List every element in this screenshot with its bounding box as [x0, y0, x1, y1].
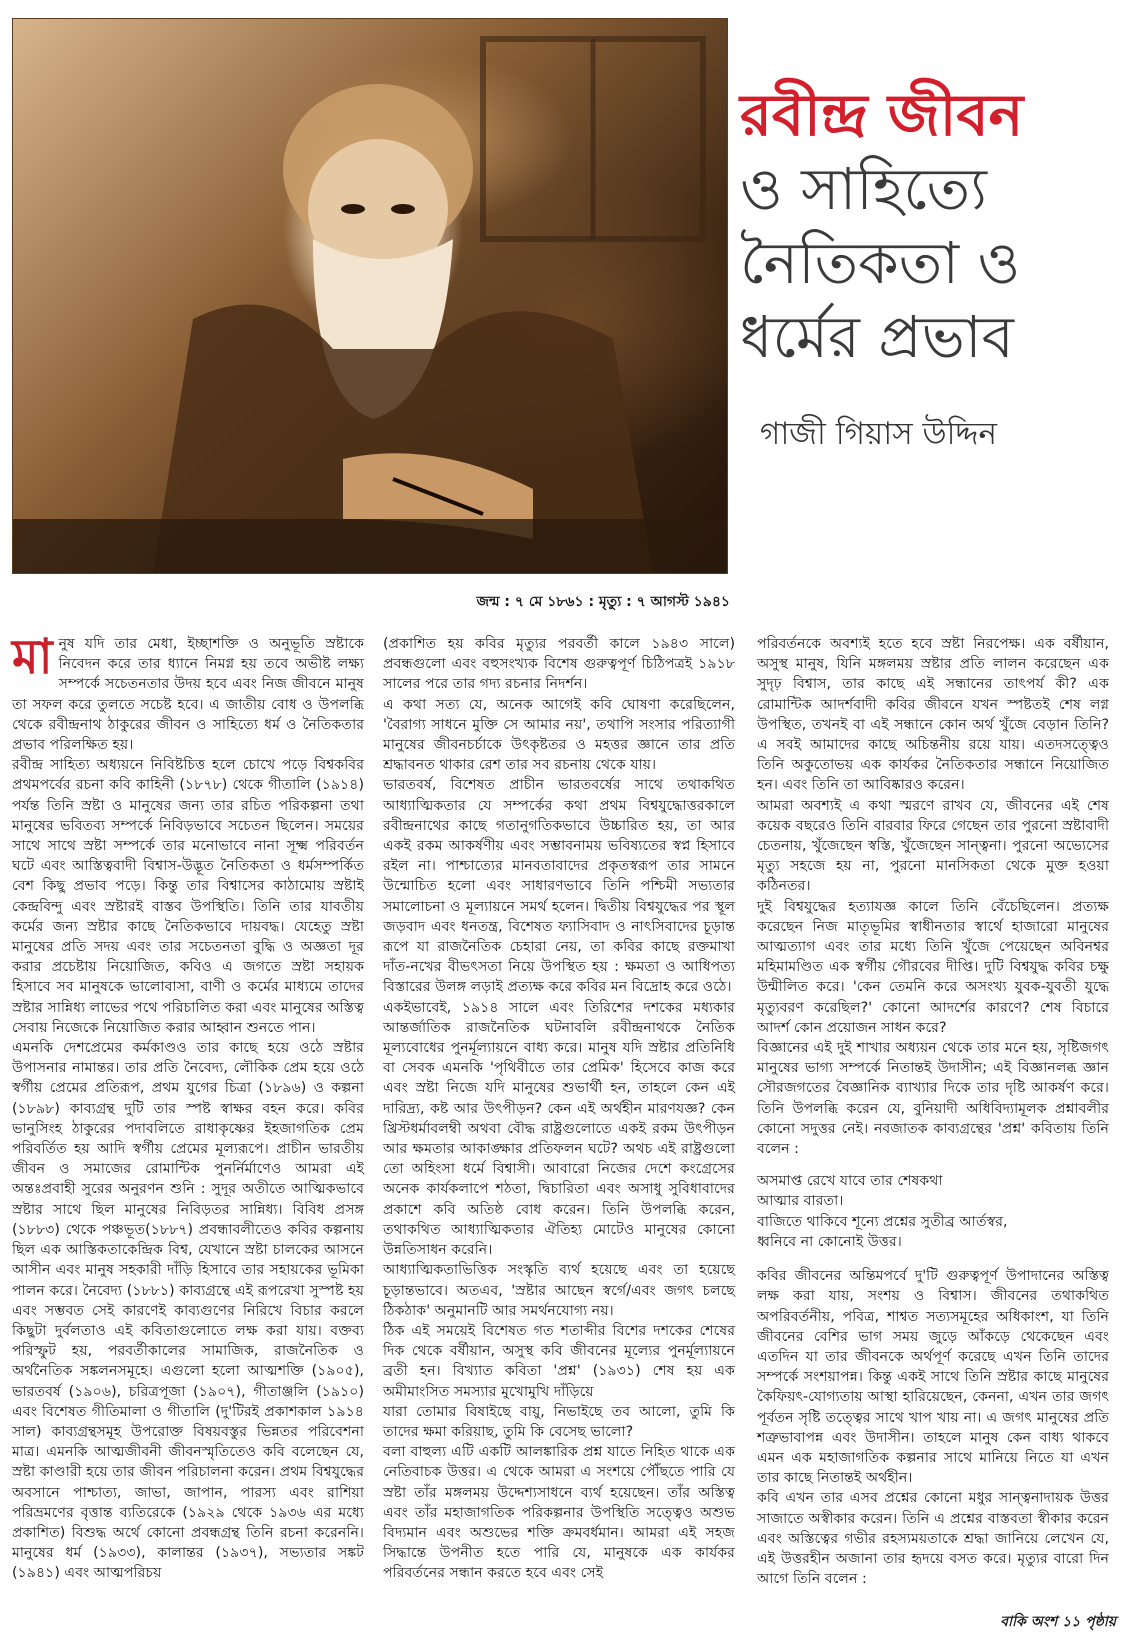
headline-line-4: ধর্মের প্রভাব — [740, 303, 1014, 371]
article-headline — [740, 78, 1120, 374]
continued-note: বাকি অংশ ১১ পৃষ্ঠায় — [1000, 1614, 1116, 1630]
paragraph: দুই বিশ্বযুদ্ধের হত্যাযজ্ঞ কালে তিনি বেঁচেছিলেন। প্রত্যক্ষ করেছেন নিজ মাতৃভূমির স্বাধীনতার স্বার্থে হাজারো মানুষের আত্মত্যাগ এবং তার মধ্যে তিনি খুঁজে পেয়েছেন অবিনশ্বর মহিমামণ্ডিত এক স্বর্গীয় গৌরবের দীপ্তি। দুটি বিশ্বযুদ্ধ কবির চক্ষু উন্মীলিত করে। 'কেন তেমনি করে অসংখ্য যুবক-যুবতী যুদ্ধে মৃত্যুবরণ করেছিল?' কোনো আদর্শের কারণে? শেষ বিচারে আদর্শ কোন প্রয়োজন সাধন করে? — [757, 898, 1109, 1036]
portrait-photo — [12, 18, 728, 574]
paragraph: একইভাবেই, ১৯১৪ সালে এবং তিরিশের দশকের মধ্যকার আন্তর্জাতিক রাজনৈতিক ঘটনাবলি রবীন্দ্রনাথকে নৈতিক মূল্যবোধের পুনর্মূল্যায়নে বাধ্য করে। মানুষ যদি স্রষ্টার প্রতিনিধি বা সেবক এমনকি 'পৃথিবীতে তার প্রেমিক' হিসেবে কাজ করে এবং স্রষ্টা নিজে যদি মানুষের শুভার্থী হন, তাহলে কেন এই দারিদ্র্য, কষ্ট আর উৎপীড়ন? কেন এই অর্থহীন মারণযজ্ঞ? কেন খ্রিস্টধর্মাবলম্বী অথবা বৌদ্ধ রাষ্ট্রগুলোতে একই রকম উৎপীড়ন আর ক্ষমতার আকাঙ্ক্ষার প্রতিফলন ঘটে? অথচ এই রাষ্ট্রগুলো তো অহিংসা ধর্মে বিশ্বাসী। আবারো নিজের দেশে কংগ্রেসের অনেক কার্যকলাপে শঠতা, দ্বিচারিতা এবং অসাধু সুবিধাবাদের প্রকাশে কবি অতিষ্ঠ বোধ করেন। তিনি উপলব্ধি করেন, তথাকথিত আধ্যাত্মিকতার ঐতিহ্য মোটেও মানুষের কোনো উন্নতিসাধন করেনি। — [383, 999, 735, 1259]
paragraph: কবি এখন তার এসব প্রশ্নের কোনো মধুর সান্ত্বনাদায়ক উত্তর সাজাতে অস্বীকার করেন। তিনি এ প্রশ্নের বাস্তবতা স্বীকার করেন এবং অস্তিত্বের গভীর রহস্যময়তাকে শ্রদ্ধা জানিয়ে লেখেন যে, এই উত্তরহীন অজানা তার হৃদয়ে বসত করে। মৃত্যুর বারো দিন আগে তিনি বলেন : — [757, 1490, 1109, 1588]
paragraph: (প্রকাশিত হয় কবির মৃত্যুর পরবর্তী কালে ১৯৪৩ সালে) প্রবন্ধগুলো এবং বহুসংখ্যক বিশেষ গুরুত্বপূর্ণ চিঠিপত্রই ১৯১৮ সালের পরে তার গদ্য রচনার নিদর্শন। — [383, 636, 735, 693]
paragraph: রবীন্দ্র সাহিত্য অধ্যয়নে নিবিষ্টচিত্ত হলে চোখে পড়ে বিশ্বকবির প্রথমপর্বের রচনা কবি কাহিনী (১৮৭৮) থেকে গীতালি (১৯১৪) পর্যন্ত তিনি স্রষ্টা ও মানুষের জন্য তার রচিত পরিকল্পনা তথা মানুষের ভবিতব্য সম্পর্কে নিবিড়ভাবে সচেতন ছিলেন। সময়ের সাথে সাথে স্রষ্টা সম্পর্কে তার মনোভাবে নানা সূক্ষ্ম পরিবর্তন ঘটে এবং আস্তিত্ববাদী বিশ্বাস-উদ্ভূত নৈতিকতা ও ধর্মসম্পর্কিত বেশ কিছু প্রভাব পড়ে। কিন্তু তার বিশ্বাসের কাঠামোয় স্রষ্টাই কেন্দ্রবিন্দু এবং স্রষ্টারই বাস্তব উপস্থিতি। তিনি তার যাবতীয় কর্মের জন্য স্রষ্টার কাছে নৈতিকভাবে দায়বদ্ধ। যেহেতু স্রষ্টা মানুষের প্রতি সদয় এবং তার সচেতনতা বুদ্ধি ও অজ্ঞতা দূর করার প্রচেষ্টায় নিয়োজিত, কবিও এ জগতে স্রষ্টা সহায়ক হিসাবে সব মানুষকে ভালোবাসা, বাণী ও কর্মের মাধ্যমে তাদের স্রষ্টার সান্নিধ্য লাভের পথে পরিচালিত করা এবং মানুষের অস্তিত্ব সেবায় নিজেকে নিয়োজিত করার আহ্বান শুনতে পান। — [12, 757, 364, 1036]
quoted-verse: যারা তোমার বিষাইছে বায়ু, নিভাইছে তব আলো, তুমি কি তাদের ক্ষমা করিয়াছ, তুমি কি বেসেছ ভালো? — [383, 1403, 735, 1440]
paragraph — [12, 629, 364, 755]
poem-line: বাজিতে থাকিবে শূন্যে প্রশ্নের সুতীব্র আর্তস্বর, — [757, 1213, 1008, 1230]
paragraph: বিজ্ঞানের এই দুই শাখার অধ্যয়ন থেকে তার মনে হয়, সৃষ্টিজগৎ মানুষের ভাগ্য সম্পর্কে নিতান্তই উদাসীন; এই বিজ্ঞানলব্ধ জ্ঞান সৌরজগতের বৈজ্ঞানিক ব্যাখ্যার দিকে তার দৃষ্টি আকর্ষণ করে। তিনি উপলব্ধি করেন যে, বুনিয়াদী অধিবিদ্যামূলক প্রশ্নাবলীর কোনো সদুত্তর নেই। নবজাতক কাব্যগ্রন্থের 'প্রশ্ন' কবিতায় তিনি বলেন : — [757, 1040, 1109, 1158]
poem-line: ধ্বনিবে না কোনোই উত্তর। — [757, 1233, 902, 1250]
paragraph: ভারতবর্ষ, বিশেষত প্রাচীন ভারতবর্ষের সাথে তথাকথিত আধ্যাত্মিকতার যে সম্পর্কের কথা প্রথম বিশ্বযুদ্ধোত্তরকালে রবীন্দ্রনাথের কাছে গতানুগতিকভাবে উচ্চারিত হয়, তা আর একই রকম আকর্ষণীয় এবং সম্ভাবনাময় ভবিষ্যতের স্বপ্ন হিসাবে রইল না। পাশ্চাত্যের মানবতাবাদের প্রকৃতস্বরূপ তার সামনে উন্মোচিত হলো এবং সাধারণভাবে তিনি পশ্চিমী সভ্যতার সমালোচনা ও মূল্যায়নে সমর্থ হলেন। দ্বিতীয় বিশ্বযুদ্ধের পর স্থূল জড়বাদ এবং ধনতন্ত্র, বিশেষত ফ্যাসিবাদ ও নাৎসিবাদের চূড়ান্ত রূপে যা রাজনৈতিক চেহারা নেয়, তা কবির কাছে রক্তমাখা দাঁত-নখের বীভৎসতা নিয়ে উপস্থিত হয় : ক্ষমতা ও আধিপত্য বিস্তারের উলঙ্গ লড়াই প্রত্যক্ষ করে কবির মন বিদ্রোহ করে ওঠে। — [383, 777, 735, 996]
paragraph: বলা বাহুল্য এটি একটি আলঙ্কারিক প্রশ্ন যাতে নিহিত থাকে এক নেতিবাচক উত্তর। এ থেকে আমরা এ সংশয়ে পৌঁছতে পারি যে স্রষ্টা তাঁর মঙ্গলময় উদ্দেশ্যসাধনে ব্যর্থ হয়েছেন। তাঁর অস্তিত্ব এবং তাঁর মহাজাগতিক পরিকল্পনার উপস্থিতি সত্ত্বেও অশুভ বিদ্যমান এবং অশুভের শক্তি ক্রমবর্ধমান। আমরা এই সহজ সিদ্ধান্তে উপনীত হতে পারি যে, মানুষকে এক কার্যকর পরিবর্তনের সন্ধান করতে হবে এবং সেই — [383, 1444, 735, 1582]
headline-line-3: নৈতিকতা ও — [740, 229, 1021, 297]
poem-quote — [757, 1171, 1109, 1252]
paragraph: এ কথা সত্য যে, অনেক আগেই কবি ঘোষণা করেছিলেন, 'বৈরাগ্য সাধনে মুক্তি সে আমার নয়', তথাপি সংসার পরিত্যাগী মানুষের জীবনচর্চাকে উৎকৃষ্টতর ও মহত্তর জ্ঞানে তার প্রতি শ্রদ্ধাবনত থাকার রেশ তার সব রচনায় থেকে যায়। — [383, 696, 735, 774]
paragraph: আমরা অবশ্যই এ কথা স্মরণে রাখব যে, জীবনের এই শেষ কয়েক বছরেও তিনি বারবার ফিরে গেছেন তার পুরনো স্রষ্টাবাদী চেতনায়, খুঁজেছেন স্বস্তি, খুঁজেছেন সান্ত্বনা। পুরনো অভ্যেসের মৃত্যু সহজে হয় না, পুরনো মানসিকতা থেকে মুক্ত হওয়া কঠিনতর। — [757, 797, 1109, 895]
paragraph: আধ্যাত্মিকতাভিত্তিক সংস্কৃতি ব্যর্থ হয়েছে এবং তা হয়েছে চূড়ান্তভাবে। অতএব, 'স্রষ্টার আছেন স্বর্গে/এবং জগৎ চলছে ঠিকঠাক' অনুমানটি আর সমর্থনযোগ্য নয়। — [383, 1262, 735, 1319]
headline-line-1: রবীন্দ্র জীবন — [740, 81, 1024, 149]
poem-line: আত্মার বারতা। — [757, 1193, 844, 1210]
article-column-2 — [383, 634, 735, 1584]
article-column-3 — [757, 634, 1109, 1589]
headline-line-2: ও সাহিত্যে — [740, 155, 987, 223]
drop-cap: মা — [12, 629, 53, 685]
paragraph-text: নুষ যদি তার মেধা, ইচ্ছাশক্তি ও অনুভূতি স্রষ্টাকে নিবেদন করে তার ধ্যানে নিমগ্ন হয় তবে অভীষ্ট লক্ষ্য সম্পর্কে সচেতনতার উদয় হবে এবং নিজ জীবনে মানুষ তা সফল করে তুলতে সচেষ্ট হবে। এ জাতীয় বোধ ও উপলব্ধি থেকে রবীন্দ্রনাথ ঠাকুরের জীবন ও সাহিত্যে ধর্ম ও নৈতিকতার প্রভাব পরিলক্ষিত হয়। — [12, 636, 364, 754]
photo-caption: জন্ম : ৭ মে ১৮৬১ : মৃত্যু : ৭ আগস্ট ১৯৪১ — [476, 594, 730, 610]
paragraph: পরিবর্তনকে অবশ্যই হতে হবে স্রষ্টা নিরপেক্ষ। এক বর্ষীয়ান, অসুস্থ মানুষ, যিনি মঙ্গলময় স্রষ্টার প্রতি লালন করেছেন এক সুদৃঢ় বিশ্বাস, তার কাছে এই সন্ধানের তাৎপর্য কী? এক রোমান্টিক আদর্শবাদী কবির জীবনে যখন স্পষ্টতই শেষ লগ্ন উপস্থিত, তখনই বা এই সন্ধানে কোন অর্থ খুঁজে বেড়ান তিনি? এ সবই আমাদের কাছে অচিন্তনীয় রয়ে যায়। এতদসত্ত্বেও তিনি অকুতোভয় এক কার্যকর নৈতিকতার সন্ধানে নিয়োজিত হন। এবং তিনি তা আবিষ্কারও করেন। — [757, 636, 1109, 794]
poem-line: অসমাপ্ত রেখে যাবে তার শেষকথা — [757, 1173, 943, 1190]
portrait-illustration — [13, 19, 727, 573]
article-column-1 — [12, 629, 364, 1584]
paragraph: কবির জীবনের অন্তিমপর্বে দু'টি গুরুত্বপূর্ণ উপাদানের অস্তিত্ব লক্ষ করা যায়, সংশয় ও বিশ্বাস। জীবনের তথাকথিত অপরিবর্তনীয়, পবিত্র, শাশ্বত সত্যসমূহের অধিকাংশ, যা তিনি জীবনের বেশির ভাগ সময় জুড়ে আঁকড়ে থেকেছেন এবং এতদিন যা তার জীবনকে অর্থপূর্ণ করেছে এখন তিনি তাদের সম্পর্কে সংশয়াপন্ন। কিন্তু একই সাথে তিনি স্রষ্টার কাছে মানুষের কৈফিয়ৎ-যোগ্যতায় আস্থা হারিয়েছেন, কেননা, এখন তার জগৎ পূর্বতন সৃষ্টি তত্ত্বের সাথে খাপ খায় না। এ জগৎ মানুষের প্রতি শত্রুভাবাপন্ন এবং উদাসীন। তাহলে মানুষ কেন বাধ্য থাকবে এমন এক মহাজাগতিক কল্পনার সাথে মানিয়ে নিতে যা এখন তার কাছে নিতান্তই অর্থহীন। — [757, 1268, 1109, 1487]
author-byline: গাজী গিয়াস উদ্দিন — [760, 416, 997, 452]
paragraph: এমনকি দেশপ্রেমের কর্মকাণ্ডও তার কাছে হয়ে ওঠে স্রষ্টার উপাসনার নামান্তর। তার প্রতি নৈবেদ্য, লৌকিক প্রেম হয়ে ওঠে স্বর্গীয় প্রেমের প্রতিরূপ, প্রথম যুগের চিত্রা (১৮৯৬) ও কল্পনা (১৮৯৮) কাব্যগ্রন্থ দুটি তার স্পষ্ট স্বাক্ষর বহন করে। কবির ভানুসিংহ ঠাকুরের পদাবলিতে রাধাকৃষ্ণের ইহজাগতিক প্রেম পরিবর্তিত হয় আদি স্বর্গীয় প্রেমের মূল্যরূপে। প্রাচীন ভারতীয় জীবন ও সমাজের রোমান্টিক পুনর্নির্মাণেও আমরা এই অন্তঃপ্রবাহী সুরের অনুরণন শুনি : সুদূর অতীতে আত্মিকভাবে স্রষ্টার সাথে ছিল মানুষের নিবিড়তর সান্নিধ্য। বিবিধ প্রসঙ্গ (১৮৮৩) থেকে পঞ্চভূত(১৮৮৭) প্রবন্ধাবলীতেও কবির কল্পনায় ছিল এক আস্তিকতাকেন্দ্রিক বিশ্ব, যেখানে স্রষ্টা চালকের আসনে আসীন এবং মানুষ সহকারী দাঁড়ি হিসাবে তার সহায়কের ভূমিকা পালন করে। নৈবেদ্য (১৮৮১) কাব্যগ্রন্থে এই রূপরেখা সুস্পষ্ট হয় এবং সম্ভবত সেই কারণেই কাব্যগুণের নিরিখে বিচার করলে কিছুটা দুর্বলতাও এই কবিতাগুলোতে লক্ষ করা যায়। বক্তব্য পরিস্ফুট হয়, পরবর্তীকালের সামাজিক, রাজনৈতিক ও অর্থনৈতিক সঙ্কলনসমূহে। এগুলো হলো আত্মশক্তি (১৯০৫), ভারতবর্ষ (১৯০৬), চরিত্রপূজা (১৯০৭), গীতাঞ্জলি (১৯১০) এবং বিশেষত গীতিমালা ও গীতালি (দু'টিরই প্রকাশকাল ১৯১৪ সাল) কাব্যগ্রন্থসমূহ উপরোক্ত বিষয়বস্তুর ভিন্নতর পরিবেশনা মাত্র। এমনকি আত্মজীবনী জীবনস্মৃতিতেও কবি বলেছেন যে, স্রষ্টা কাণ্ডারী হয়ে তার জীবন পরিচালনা করেন। প্রথম বিশ্বযুদ্ধের অবসানে পাশ্চাত্য, জাভা, জাপান, পারস্য এবং রাশিয়া পরিভ্রমণের বৃত্তান্ত ব্যতিরেকে (১৯২৯ থেকে ১৯৩৬ এর মধ্যে প্রকাশিত) বিশুদ্ধ অর্থে কোনো প্রবন্ধগ্রন্থ তিনি রচনা করেননি। মানুষের ধর্ম (১৯৩৩), কালান্তর (১৯৩৭), সভ্যতার সঙ্কট (১৯৪১) এবং আত্মপরিচয় — [12, 1040, 364, 1582]
paragraph: ঠিক এই সময়েই বিশেষত গত শতাব্দীর বিশের দশকের শেষের দিক থেকে বর্ষীয়ান, অসুস্থ কবি জীবনের মূল্যের পুনর্মূল্যায়নে ব্রতী হন। বিখ্যাত কবিতা 'প্রশ্ন' (১৯৩১) শেষ হয় এক অমীমাংসিত সমস্যার মুখোমুখি দাঁড়িয়ে — [383, 1322, 735, 1400]
